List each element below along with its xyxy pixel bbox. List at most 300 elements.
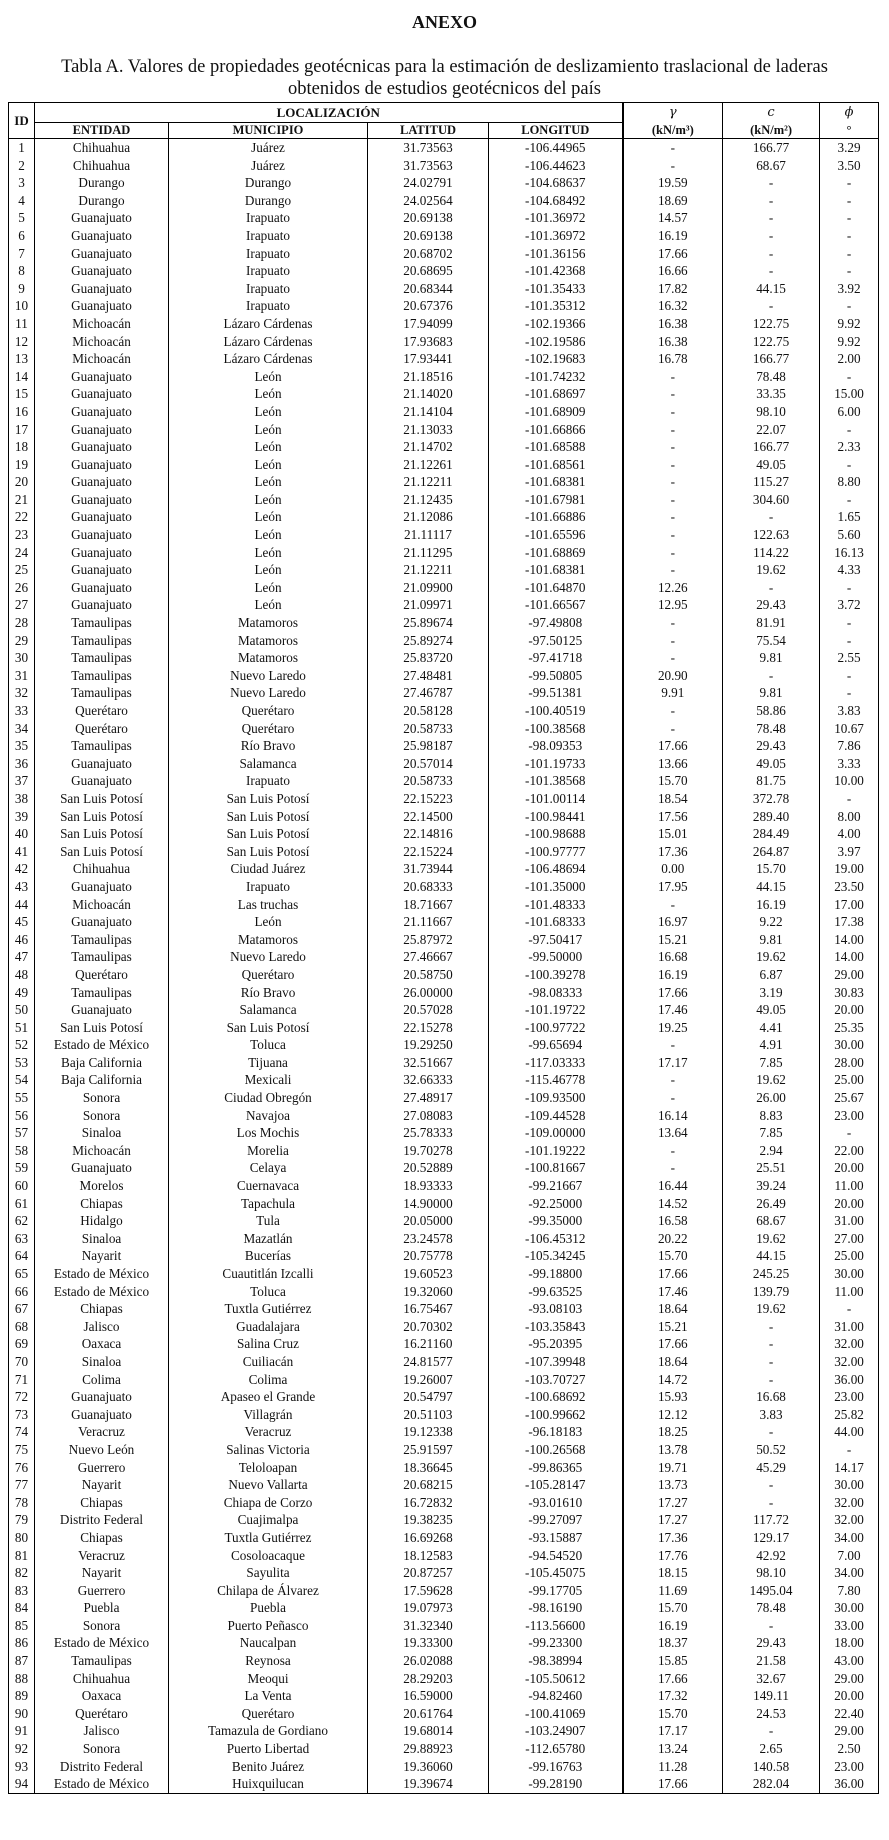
table-row: [9, 1212, 879, 1230]
table-row: [9, 1124, 879, 1142]
cell-gamma: 16.68: [623, 948, 723, 966]
cell-gamma: 15.21: [623, 1318, 723, 1336]
cell-phi: 29.00: [820, 966, 879, 984]
table-row: [9, 1582, 879, 1600]
cell-gamma: 16.78: [623, 350, 723, 368]
cell-c: 4.91: [723, 1036, 820, 1054]
cell-phi: 23.00: [820, 1388, 879, 1406]
cell-id: 63: [9, 1230, 35, 1248]
cell-gamma: -: [623, 456, 723, 474]
cell-gamma: 18.69: [623, 192, 723, 210]
cell-phi: 32.00: [820, 1335, 879, 1353]
table-row: [9, 403, 879, 421]
cell-c: 49.05: [723, 1001, 820, 1019]
table-row: [9, 508, 879, 526]
cell-id: 19: [9, 456, 35, 474]
cell-latitud: 21.11667: [368, 913, 489, 931]
cell-entidad: Guanajuato: [35, 280, 169, 298]
cell-id: 17: [9, 421, 35, 439]
cell-gamma: 13.24: [623, 1740, 723, 1758]
cell-latitud: 21.09900: [368, 579, 489, 597]
table-row: [9, 333, 879, 351]
cell-municipio: Tuxtla Gutiérrez: [169, 1300, 368, 1318]
cell-id: 86: [9, 1634, 35, 1652]
cell-id: 28: [9, 614, 35, 632]
cell-entidad: Nayarit: [35, 1564, 169, 1582]
cell-c: 304.60: [723, 491, 820, 509]
cell-phi: 30.00: [820, 1476, 879, 1494]
cell-municipio: Irapuato: [169, 209, 368, 227]
cell-latitud: 27.48481: [368, 667, 489, 685]
cell-gamma: 15.93: [623, 1388, 723, 1406]
cell-gamma: 13.64: [623, 1124, 723, 1142]
cell-entidad: Baja California: [35, 1054, 169, 1072]
cell-latitud: 20.61764: [368, 1705, 489, 1723]
cell-municipio: Tijuana: [169, 1054, 368, 1072]
cell-gamma: 17.66: [623, 1265, 723, 1283]
cell-phi: 16.13: [820, 544, 879, 562]
cell-municipio: Colima: [169, 1371, 368, 1389]
cell-longitud: -106.44965: [489, 139, 623, 157]
cell-id: 11: [9, 315, 35, 333]
cell-longitud: -97.50417: [489, 931, 623, 949]
table-row: [9, 1423, 879, 1441]
cell-phi: 3.97: [820, 843, 879, 861]
cell-c: 166.77: [723, 139, 820, 157]
cell-c: -: [723, 227, 820, 245]
cell-c: 78.48: [723, 720, 820, 738]
cell-longitud: -101.00114: [489, 790, 623, 808]
cell-latitud: 32.51667: [368, 1054, 489, 1072]
cell-longitud: -101.48333: [489, 896, 623, 914]
cell-entidad: Querétaro: [35, 966, 169, 984]
cell-c: 58.86: [723, 702, 820, 720]
cell-entidad: Durango: [35, 174, 169, 192]
cell-c: 29.43: [723, 596, 820, 614]
header-c-symbol: c: [723, 103, 820, 123]
cell-latitud: 17.93441: [368, 350, 489, 368]
cell-gamma: 15.70: [623, 1247, 723, 1265]
cell-gamma: 16.38: [623, 315, 723, 333]
cell-phi: -: [820, 174, 879, 192]
cell-id: 37: [9, 772, 35, 790]
table-row: [9, 1300, 879, 1318]
cell-municipio: Tapachula: [169, 1195, 368, 1213]
table-row: [9, 1547, 879, 1565]
cell-municipio: Matamoros: [169, 632, 368, 650]
cell-entidad: Guanajuato: [35, 1001, 169, 1019]
cell-phi: 2.55: [820, 649, 879, 667]
table-row: [9, 1265, 879, 1283]
cell-c: 33.35: [723, 385, 820, 403]
cell-c: 29.43: [723, 1634, 820, 1652]
cell-municipio: Cuautitlán Izcalli: [169, 1265, 368, 1283]
cell-municipio: Celaya: [169, 1159, 368, 1177]
cell-entidad: Nayarit: [35, 1476, 169, 1494]
table-row: [9, 1511, 879, 1529]
header-c-unit: (kN/m²): [723, 123, 820, 139]
cell-id: 1: [9, 139, 35, 157]
table-row: [9, 808, 879, 826]
cell-municipio: Guadalajara: [169, 1318, 368, 1336]
cell-longitud: -101.65596: [489, 526, 623, 544]
cell-phi: 32.00: [820, 1511, 879, 1529]
cell-latitud: 21.18516: [368, 368, 489, 386]
cell-latitud: 21.11295: [368, 544, 489, 562]
cell-latitud: 22.14816: [368, 825, 489, 843]
cell-municipio: Bucerías: [169, 1247, 368, 1265]
cell-entidad: Guanajuato: [35, 262, 169, 280]
cell-phi: 20.00: [820, 1687, 879, 1705]
cell-longitud: -97.49808: [489, 614, 623, 632]
cell-entidad: Sinaloa: [35, 1353, 169, 1371]
cell-municipio: Querétaro: [169, 966, 368, 984]
cell-municipio: Irapuato: [169, 262, 368, 280]
cell-id: 93: [9, 1758, 35, 1776]
cell-phi: 29.00: [820, 1722, 879, 1740]
cell-gamma: 14.72: [623, 1371, 723, 1389]
cell-c: 9.81: [723, 931, 820, 949]
cell-entidad: Chiapas: [35, 1300, 169, 1318]
cell-phi: -: [820, 209, 879, 227]
cell-latitud: 16.72832: [368, 1494, 489, 1512]
cell-municipio: Veracruz: [169, 1423, 368, 1441]
cell-municipio: Querétaro: [169, 702, 368, 720]
cell-entidad: Guanajuato: [35, 596, 169, 614]
cell-municipio: León: [169, 491, 368, 509]
cell-latitud: 26.00000: [368, 984, 489, 1002]
cell-c: 98.10: [723, 1564, 820, 1582]
cell-gamma: 12.26: [623, 579, 723, 597]
cell-id: 21: [9, 491, 35, 509]
cell-longitud: -109.93500: [489, 1089, 623, 1107]
cell-id: 91: [9, 1722, 35, 1740]
cell-entidad: Guanajuato: [35, 526, 169, 544]
cell-entidad: Guanajuato: [35, 368, 169, 386]
cell-municipio: León: [169, 561, 368, 579]
cell-municipio: Salamanca: [169, 1001, 368, 1019]
cell-longitud: -104.68637: [489, 174, 623, 192]
cell-municipio: León: [169, 421, 368, 439]
cell-latitud: 16.59000: [368, 1687, 489, 1705]
cell-entidad: Guanajuato: [35, 878, 169, 896]
cell-latitud: 20.68215: [368, 1476, 489, 1494]
cell-entidad: Chihuahua: [35, 860, 169, 878]
cell-longitud: -106.45312: [489, 1230, 623, 1248]
cell-id: 61: [9, 1195, 35, 1213]
cell-entidad: Querétaro: [35, 1705, 169, 1723]
cell-c: 50.52: [723, 1441, 820, 1459]
cell-entidad: Hidalgo: [35, 1212, 169, 1230]
cell-phi: 43.00: [820, 1652, 879, 1670]
cell-phi: 25.00: [820, 1247, 879, 1265]
cell-longitud: -103.35843: [489, 1318, 623, 1336]
cell-phi: -: [820, 1124, 879, 1142]
cell-gamma: 17.82: [623, 280, 723, 298]
cell-id: 62: [9, 1212, 35, 1230]
cell-entidad: Guanajuato: [35, 544, 169, 562]
cell-entidad: Guanajuato: [35, 245, 169, 263]
cell-municipio: León: [169, 526, 368, 544]
cell-phi: 25.00: [820, 1071, 879, 1089]
cell-phi: 17.00: [820, 896, 879, 914]
table-row: [9, 1036, 879, 1054]
cell-longitud: -106.44623: [489, 157, 623, 175]
cell-longitud: -101.19733: [489, 755, 623, 773]
cell-longitud: -101.19222: [489, 1142, 623, 1160]
cell-longitud: -101.42368: [489, 262, 623, 280]
cell-gamma: -: [623, 649, 723, 667]
cell-longitud: -103.70727: [489, 1371, 623, 1389]
cell-municipio: Mazatlán: [169, 1230, 368, 1248]
cell-id: 67: [9, 1300, 35, 1318]
table-row: [9, 1089, 879, 1107]
cell-latitud: 20.51103: [368, 1406, 489, 1424]
cell-entidad: Tamaulipas: [35, 1652, 169, 1670]
cell-phi: 4.33: [820, 561, 879, 579]
cell-entidad: Estado de México: [35, 1036, 169, 1054]
cell-entidad: Tamaulipas: [35, 984, 169, 1002]
cell-longitud: -101.36156: [489, 245, 623, 263]
cell-longitud: -101.68697: [489, 385, 623, 403]
table-row: [9, 966, 879, 984]
cell-municipio: León: [169, 508, 368, 526]
cell-phi: -: [820, 227, 879, 245]
cell-gamma: 17.66: [623, 1670, 723, 1688]
cell-entidad: Michoacán: [35, 1142, 169, 1160]
cell-gamma: 19.59: [623, 174, 723, 192]
cell-latitud: 20.68702: [368, 245, 489, 263]
cell-id: 65: [9, 1265, 35, 1283]
cell-longitud: -98.38994: [489, 1652, 623, 1670]
cell-entidad: Guanajuato: [35, 772, 169, 790]
cell-id: 76: [9, 1459, 35, 1477]
cell-longitud: -99.28190: [489, 1775, 623, 1793]
cell-phi: -: [820, 491, 879, 509]
cell-c: -: [723, 579, 820, 597]
cell-c: 282.04: [723, 1775, 820, 1793]
table-row: [9, 755, 879, 773]
cell-municipio: Salina Cruz: [169, 1335, 368, 1353]
cell-id: 39: [9, 808, 35, 826]
cell-municipio: Irapuato: [169, 227, 368, 245]
cell-c: 19.62: [723, 1300, 820, 1318]
cell-id: 16: [9, 403, 35, 421]
cell-id: 85: [9, 1617, 35, 1635]
cell-entidad: Tamaulipas: [35, 649, 169, 667]
cell-longitud: -101.64870: [489, 579, 623, 597]
cell-gamma: 17.46: [623, 1283, 723, 1301]
cell-entidad: Guanajuato: [35, 1388, 169, 1406]
cell-c: 1495.04: [723, 1582, 820, 1600]
cell-latitud: 21.12261: [368, 456, 489, 474]
cell-entidad: Chihuahua: [35, 157, 169, 175]
cell-phi: 1.65: [820, 508, 879, 526]
cell-gamma: 17.36: [623, 843, 723, 861]
cell-c: -: [723, 297, 820, 315]
geotechnical-properties-table: [8, 102, 879, 1794]
cell-municipio: León: [169, 544, 368, 562]
cell-longitud: -106.48694: [489, 860, 623, 878]
cell-municipio: Matamoros: [169, 931, 368, 949]
table-row: [9, 931, 879, 949]
cell-municipio: León: [169, 913, 368, 931]
cell-phi: -: [820, 667, 879, 685]
cell-municipio: Teloloapan: [169, 1459, 368, 1477]
cell-municipio: Mexicali: [169, 1071, 368, 1089]
cell-c: 140.58: [723, 1758, 820, 1776]
cell-municipio: San Luis Potosí: [169, 790, 368, 808]
cell-phi: 8.80: [820, 473, 879, 491]
cell-longitud: -109.44528: [489, 1107, 623, 1125]
cell-latitud: 27.46667: [368, 948, 489, 966]
cell-municipio: Morelia: [169, 1142, 368, 1160]
cell-latitud: 24.81577: [368, 1353, 489, 1371]
cell-entidad: San Luis Potosí: [35, 1019, 169, 1037]
cell-gamma: 15.21: [623, 931, 723, 949]
table-row: [9, 737, 879, 755]
header-latitud: LATITUD: [368, 123, 489, 139]
cell-id: 5: [9, 209, 35, 227]
table-row: [9, 1283, 879, 1301]
cell-c: 9.22: [723, 913, 820, 931]
cell-municipio: Huixquilucan: [169, 1775, 368, 1793]
cell-c: 122.63: [723, 526, 820, 544]
cell-phi: -: [820, 1300, 879, 1318]
cell-longitud: -105.50612: [489, 1670, 623, 1688]
table-row: [9, 667, 879, 685]
cell-longitud: -100.41069: [489, 1705, 623, 1723]
cell-phi: 25.82: [820, 1406, 879, 1424]
cell-longitud: -103.24907: [489, 1722, 623, 1740]
cell-c: 129.17: [723, 1529, 820, 1547]
cell-phi: 36.00: [820, 1371, 879, 1389]
cell-latitud: 25.83720: [368, 649, 489, 667]
caption-line-1: Tabla A. Valores de propiedades geotécnicas para la estimación de deslizamiento traslacional de laderas: [61, 57, 828, 77]
cell-latitud: 20.58733: [368, 720, 489, 738]
cell-municipio: Querétaro: [169, 720, 368, 738]
table-row: [9, 1054, 879, 1072]
cell-latitud: 19.33300: [368, 1634, 489, 1652]
cell-phi: 44.00: [820, 1423, 879, 1441]
cell-c: 6.87: [723, 966, 820, 984]
cell-c: 32.67: [723, 1670, 820, 1688]
cell-municipio: Durango: [169, 192, 368, 210]
cell-gamma: -: [623, 491, 723, 509]
cell-phi: 11.00: [820, 1283, 879, 1301]
cell-id: 29: [9, 632, 35, 650]
cell-longitud: -101.68381: [489, 473, 623, 491]
cell-phi: -: [820, 245, 879, 263]
table-row: [9, 1634, 879, 1652]
cell-municipio: Juárez: [169, 157, 368, 175]
cell-gamma: 17.66: [623, 737, 723, 755]
cell-latitud: 25.78333: [368, 1124, 489, 1142]
cell-municipio: Irapuato: [169, 297, 368, 315]
cell-c: -: [723, 174, 820, 192]
cell-entidad: Guanajuato: [35, 473, 169, 491]
cell-phi: 34.00: [820, 1564, 879, 1582]
cell-municipio: Irapuato: [169, 245, 368, 263]
cell-municipio: León: [169, 579, 368, 597]
cell-longitud: -99.18800: [489, 1265, 623, 1283]
cell-municipio: Villagrán: [169, 1406, 368, 1424]
cell-longitud: -115.46778: [489, 1071, 623, 1089]
cell-id: 71: [9, 1371, 35, 1389]
cell-longitud: -99.17705: [489, 1582, 623, 1600]
cell-phi: 7.00: [820, 1547, 879, 1565]
cell-longitud: -97.41718: [489, 649, 623, 667]
cell-gamma: 17.76: [623, 1547, 723, 1565]
table-row: [9, 368, 879, 386]
cell-phi: 25.35: [820, 1019, 879, 1037]
cell-longitud: -101.68909: [489, 403, 623, 421]
cell-entidad: Estado de México: [35, 1283, 169, 1301]
cell-latitud: 20.67376: [368, 297, 489, 315]
cell-id: 49: [9, 984, 35, 1002]
cell-c: -: [723, 1476, 820, 1494]
cell-phi: 20.00: [820, 1001, 879, 1019]
cell-longitud: -101.66886: [489, 508, 623, 526]
cell-phi: 11.00: [820, 1177, 879, 1195]
cell-entidad: San Luis Potosí: [35, 825, 169, 843]
cell-longitud: -113.56600: [489, 1617, 623, 1635]
cell-c: 26.00: [723, 1089, 820, 1107]
cell-gamma: -: [623, 1142, 723, 1160]
cell-phi: 23.00: [820, 1758, 879, 1776]
cell-phi: 28.00: [820, 1054, 879, 1072]
table-row: [9, 1019, 879, 1037]
cell-entidad: Tamaulipas: [35, 931, 169, 949]
cell-municipio: Meoqui: [169, 1670, 368, 1688]
cell-latitud: 25.98187: [368, 737, 489, 755]
cell-id: 75: [9, 1441, 35, 1459]
cell-c: 81.75: [723, 772, 820, 790]
cell-id: 2: [9, 157, 35, 175]
cell-c: 139.79: [723, 1283, 820, 1301]
cell-id: 94: [9, 1775, 35, 1793]
cell-c: 29.43: [723, 737, 820, 755]
cell-longitud: -105.34245: [489, 1247, 623, 1265]
cell-phi: 23.00: [820, 1107, 879, 1125]
cell-phi: 2.00: [820, 350, 879, 368]
cell-phi: 5.60: [820, 526, 879, 544]
cell-phi: 30.00: [820, 1599, 879, 1617]
cell-longitud: -101.68869: [489, 544, 623, 562]
cell-latitud: 14.90000: [368, 1195, 489, 1213]
cell-longitud: -101.35433: [489, 280, 623, 298]
cell-latitud: 19.39674: [368, 1775, 489, 1793]
cell-municipio: Cosoloacaque: [169, 1547, 368, 1565]
table-row: [9, 473, 879, 491]
cell-gamma: 16.66: [623, 262, 723, 280]
cell-entidad: Jalisco: [35, 1318, 169, 1336]
table-row: [9, 1775, 879, 1793]
cell-entidad: Sonora: [35, 1617, 169, 1635]
table-row: [9, 860, 879, 878]
cell-longitud: -98.08333: [489, 984, 623, 1002]
table-row: [9, 1071, 879, 1089]
cell-entidad: Chihuahua: [35, 139, 169, 157]
cell-latitud: 20.54797: [368, 1388, 489, 1406]
table-row: [9, 649, 879, 667]
cell-gamma: 18.64: [623, 1300, 723, 1318]
cell-gamma: -: [623, 632, 723, 650]
cell-phi: 3.33: [820, 755, 879, 773]
cell-phi: 6.00: [820, 403, 879, 421]
cell-id: 84: [9, 1599, 35, 1617]
table-row: [9, 1335, 879, 1353]
